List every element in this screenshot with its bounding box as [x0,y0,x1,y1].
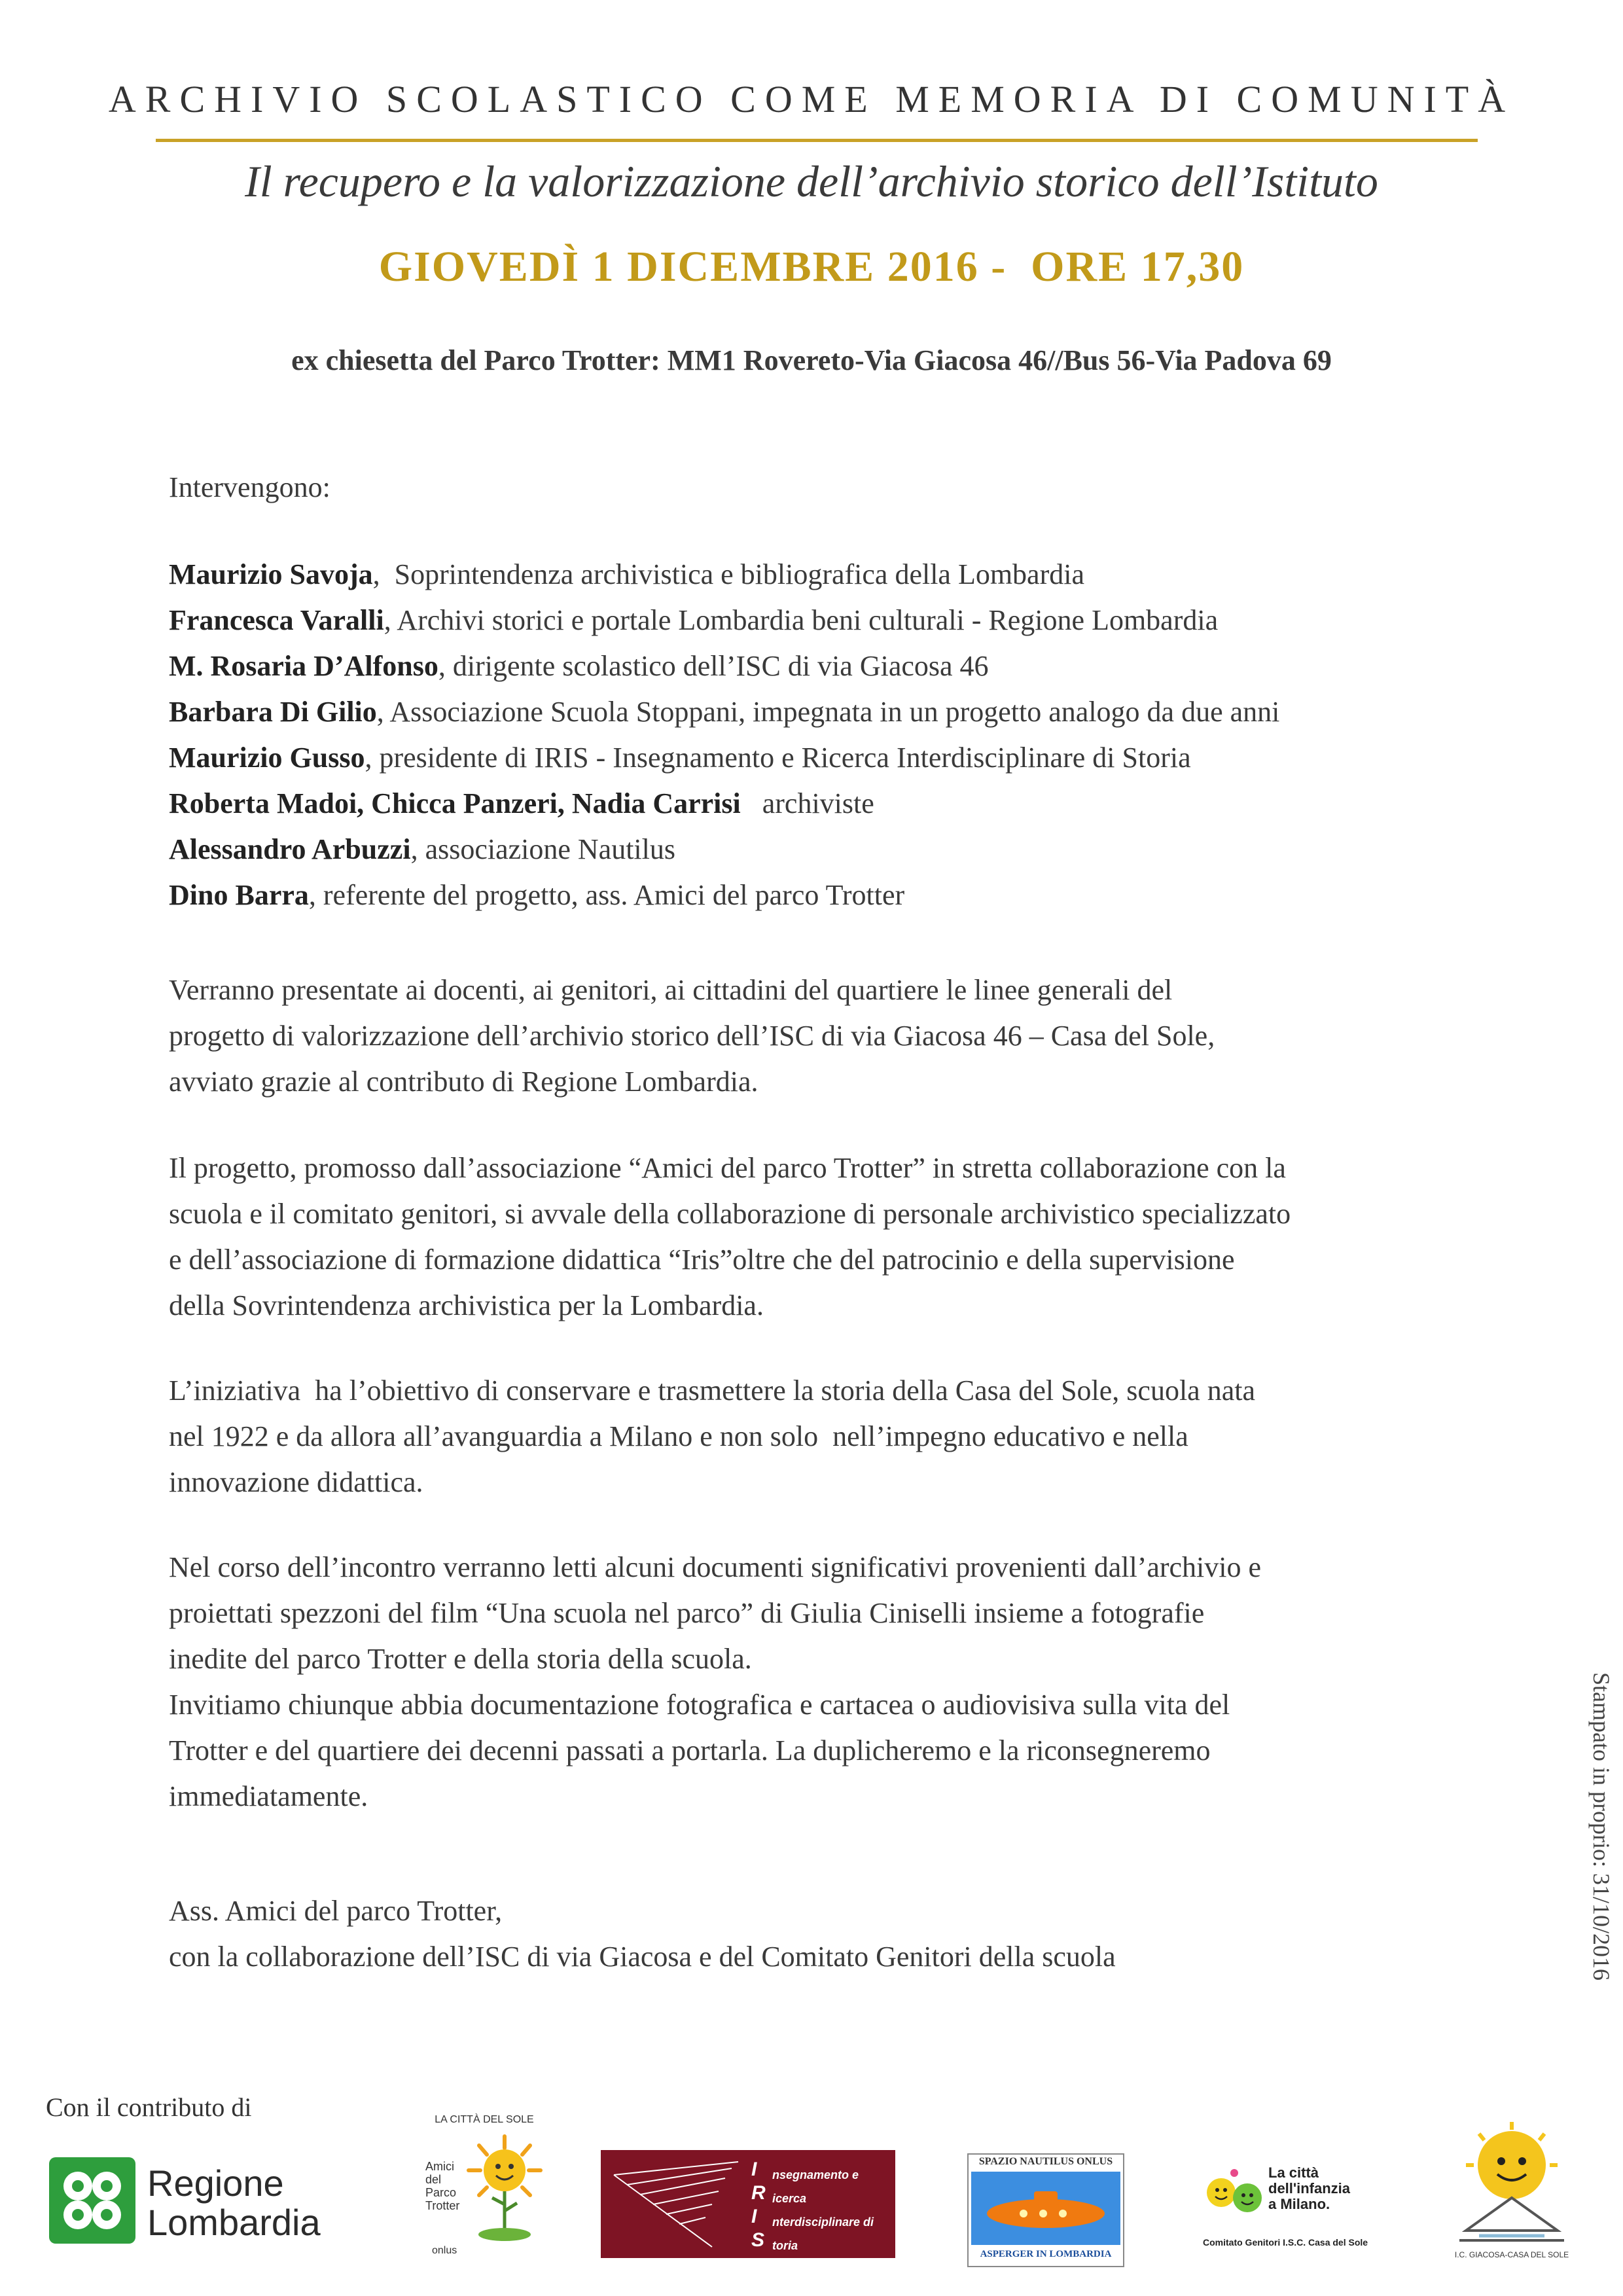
signature-line: con la collaborazione dell’ISC di via Giacosa e del Comitato Genitori della scuola [169,1941,1116,1973]
amici-logo-side: del [425,2173,442,2186]
paragraph-initiative [169,1368,1484,1505]
iris-desc: icerca [772,2192,807,2205]
paragraph-presentation [169,967,1484,1105]
gold-divider [156,139,1478,142]
speaker-name: Maurizio Gusso [169,742,365,774]
speaker-role: , Soprintendenza archivistica e bibliografica della Lombardia [372,558,1084,590]
smiley-faces-icon [1204,2166,1267,2219]
iris-desc: toria [772,2239,798,2252]
signature-line: Ass. Amici del parco Trotter, [169,1895,503,1927]
comitato-title: dell'infanzia [1268,2180,1351,2197]
amici-logo-bottom: onlus [432,2245,457,2256]
regione-lombardia-mark-icon [49,2157,135,2244]
amici-parco-trotter-logo [425,2114,543,2265]
submarine-icon [971,2172,1120,2245]
paragraph-line: inedite del parco Trotter e della storia della scuola. [169,1643,752,1675]
paragraph-line: Invitiamo chiunque abbia documentazione fotografica e cartacea o audiovisiva sulla vita del [169,1689,1230,1721]
speaker-role: , dirigente scolastico dell’ISC di via Giacosa 46 [438,650,989,682]
regione-logo-line2: Lombardia [147,2202,321,2243]
iris-letter: I [751,2159,757,2180]
paragraph-line: innovazione didattica. [169,1466,423,1498]
speaker-item [169,735,1478,781]
paragraph-line: avviato grazie al contributo di Regione Lombardia. [169,1066,758,1098]
iris-logo [601,2150,895,2258]
speaker-item [169,827,1478,872]
speakers-list [169,552,1478,918]
amici-logo-side: Trotter [425,2199,460,2212]
sun-house-icon [1446,2119,1577,2247]
iris-letter: R [751,2182,766,2204]
speaker-name: Barbara Di Gilio [169,696,377,728]
nautilus-logo [967,2153,1124,2267]
comitato-footer: Comitato Genitori I.S.C. Casa del Sole [1203,2237,1368,2248]
paragraph-line: scuola e il comitato genitori, si avvale della collaborazione di personale archivistico specializzato [169,1198,1291,1230]
paragraph-line: Il progetto, promosso dall’associazione “Amici del parco Trotter” in stretta collaborazione con la [169,1152,1286,1184]
amici-logo-top: LA CITTÀ DEL SOLE [435,2114,534,2125]
event-subtitle: Il recupero e la valorizzazione dell’archivio storico dell’Istituto [245,156,1378,206]
speaker-item [169,872,1478,918]
speaker-name: Dino Barra [169,879,309,911]
paragraph-line: immediatamente. [169,1780,368,1812]
speaker-item [169,552,1478,598]
isc-giacosa-logo [1440,2119,1584,2270]
paragraph-line: nel 1922 e da allora all’avanguardia a Milano e non solo nell’impegno educativo e nella [169,1420,1188,1452]
paragraph-line: proiettati spezzoni del film “Una scuola nel parco” di Giulia Ciniselli insieme a fotografie [169,1597,1205,1629]
nautilus-header: SPAZIO NAUTILUS ONLUS [978,2156,1113,2167]
isc-footer: I.C. GIACOSA-CASA DEL SOLE [1454,2250,1569,2259]
speaker-name: Francesca Varalli [169,604,384,636]
event-location: ex chiesetta del Parco Trotter: MM1 Rovereto-Via Giacosa 46//Bus 56-Via Padova 69 [291,344,1332,376]
speaker-role: , referente del progetto, ass. Amici del parco Trotter [308,879,905,911]
paragraph-line: progetto di valorizzazione dell’archivio storico dell’ISC di via Giacosa 46 – Casa del Sole, [169,1020,1215,1052]
amici-logo-side: Amici [425,2160,454,2173]
nautilus-footer: ASPERGER IN LOMBARDIA [980,2249,1112,2259]
speaker-role: archiviste [740,787,874,819]
speaker-name: M. Rosaria D’Alfonso [169,650,438,682]
paragraph-line: Trotter e del quartiere dei decenni passati a portarla. La duplicheremo e la riconsegneremo [169,1734,1211,1767]
contribution-label: Con il contributo di [46,2092,252,2122]
iris-desc: nsegnamento e [772,2168,859,2181]
speaker-role: , Associazione Scuola Stoppani, impegnata in un progetto analogo da due anni [376,696,1280,728]
comitato-title: a Milano. [1268,2196,1330,2212]
speaker-role: , presidente di IRIS - Insegnamento e Ricerca Interdisciplinare di Storia [365,742,1191,774]
comitato-title: La città [1268,2164,1319,2181]
speaker-name: Alessandro Arbuzzi [169,833,411,865]
nautilus-sea [971,2172,1120,2245]
speaker-item [169,689,1478,735]
closing-signature [169,1888,1116,1980]
event-title: ARCHIVIO SCOLASTICO COME MEMORIA DI COMUNITÀ [108,78,1515,120]
speaker-item [169,598,1478,643]
event-datetime: GIOVEDÌ 1 DICEMBRE 2016 - ORE 17,30 [378,243,1245,291]
paragraph-line: della Sovrintendenza archivistica per la Lombardia. [169,1289,764,1321]
sun-icon [466,2132,543,2244]
iris-letter: S [751,2229,765,2251]
comitato-genitori-logo [1203,2160,1399,2265]
regione-logo-line1: Regione [147,2162,284,2204]
paragraph-meeting [169,1545,1484,1820]
speaker-name: Roberta Madoi, Chicca Panzeri, Nadia Carrisi [169,787,741,819]
iris-letter: I [751,2206,757,2227]
regione-lombardia-logo [49,2153,350,2251]
paragraph-line: Nel corso dell’incontro verranno letti alcuni documenti significativi provenienti dall’archivio e [169,1551,1262,1583]
speakers-intro: Intervengono: [169,471,330,503]
printed-note: Stampato in proprio: 31/10/2016 [1588,1672,1614,1981]
amici-logo-side: Parco [425,2186,457,2199]
paragraph-line: e dell’associazione di formazione didattica “Iris”oltre che del patrocinio e della supervisione [169,1244,1235,1276]
speaker-name: Maurizio Savoja [169,558,373,590]
iris-graph-icon [607,2155,745,2253]
speaker-role: , Archivi storici e portale Lombardia beni culturali - Regione Lombardia [383,604,1219,636]
paragraph-project [169,1145,1484,1329]
speaker-item [169,781,1478,827]
iris-desc: nterdisciplinare di [772,2215,874,2229]
paragraph-line: Verranno presentate ai docenti, ai genitori, ai cittadini del quartiere le linee generali del [169,974,1173,1006]
paragraph-line: L’iniziativa ha l’obiettivo di conservare e trasmettere la storia della Casa del Sole, scuola nata [169,1374,1255,1407]
speaker-item [169,643,1478,689]
speaker-role: , associazione Nautilus [410,833,676,865]
